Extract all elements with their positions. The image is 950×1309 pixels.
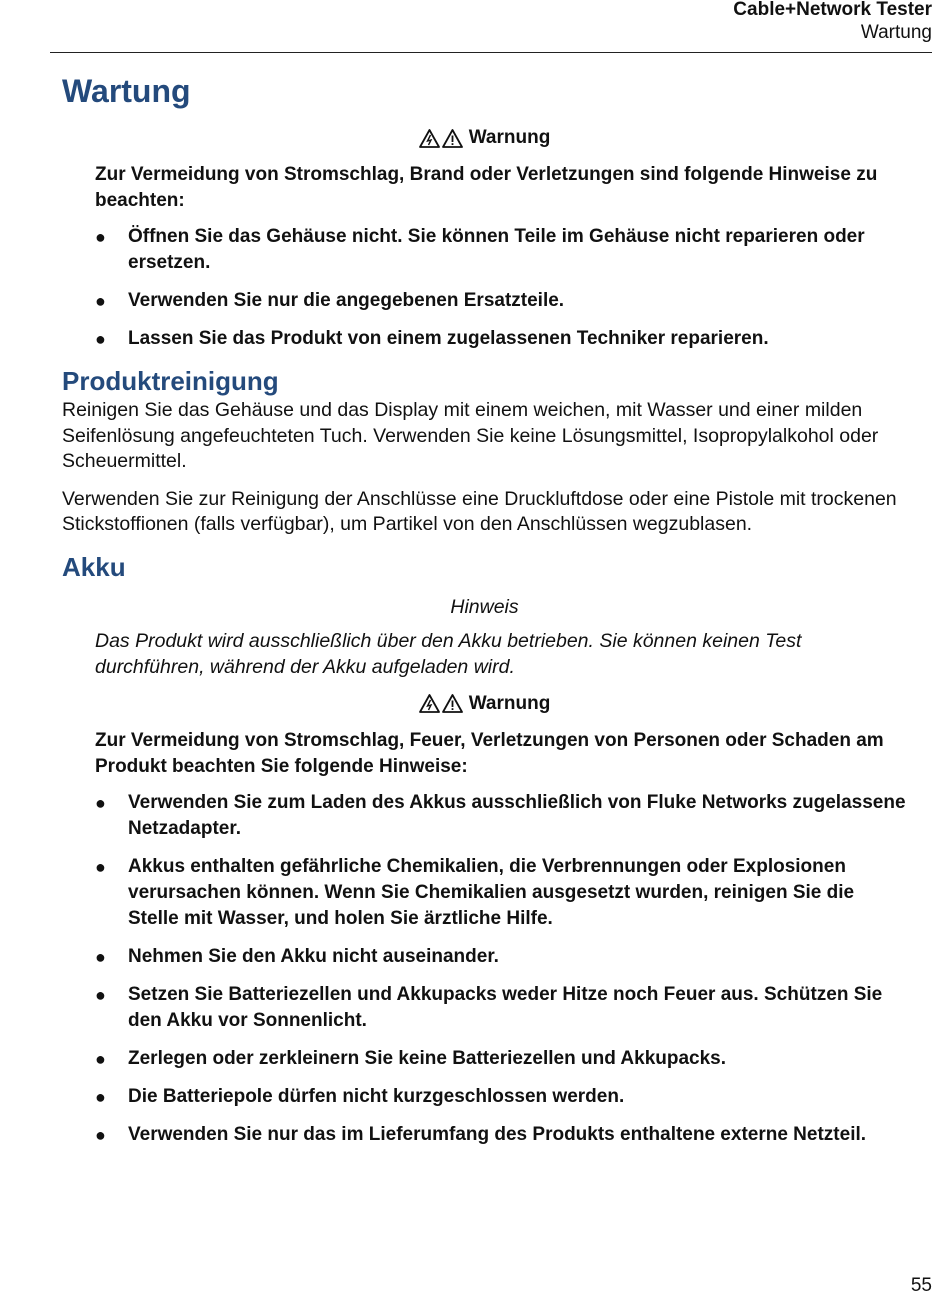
warning-item-text: Verwenden Sie nur die angegebenen Ersatzteile.: [128, 290, 565, 311]
warning-item-text: Lassen Sie das Produkt von einem zugelassenen Techniker reparieren.: [128, 328, 769, 349]
note-title: Hinweis: [450, 595, 519, 618]
bullet: ●: [95, 984, 106, 1005]
warning-list-item: [95, 944, 907, 970]
warning-list-item: [95, 1122, 907, 1148]
bullet: ●: [95, 329, 106, 349]
warning-item-text: Die Batteriepole dürfen nicht kurzgeschlossen werden.: [128, 1085, 625, 1107]
body-paragraph: Reinigen Sie das Gehäuse und das Display mit einem weichen, mit Wasser und einer milden Seifenlösung angefeuchteten Tuch. Verwenden Sie keine Lösungsmittel, Isopropylalkohol oder Scheuermittel.: [62, 399, 879, 472]
warning-lead-text: Zur Vermeidung von Stromschlag, Brand oder Verletzungen sind folgende Hinweise zu beachten:: [95, 164, 878, 211]
warning-label: Warnung: [468, 692, 551, 714]
warning-item-text: Verwenden Sie zum Laden des Akkus ausschließlich von Fluke Networks zugelassene Netzadapter.: [128, 791, 906, 839]
electric-hazard-warning-icon: [419, 129, 440, 148]
page-content: [62, 68, 907, 1160]
warning-title-2: [62, 692, 907, 716]
warning-block-2: [95, 692, 907, 1148]
warning-item-text: Setzen Sie Batteriezellen und Akkupacks weder Hitze noch Feuer aus. Schützen Sie den Akku vor Sonnenlicht.: [128, 983, 883, 1031]
note-block: [95, 594, 907, 680]
warning-icons: [419, 129, 463, 148]
warning-list-item: [95, 1084, 907, 1110]
warning-list-item: [95, 326, 907, 352]
bullet: ●: [95, 1048, 106, 1069]
page-number: 55: [910, 1275, 932, 1296]
bullet: ●: [95, 792, 106, 813]
warning-list-item: [95, 288, 907, 314]
electric-hazard-warning-icon: [419, 694, 440, 713]
body-paragraph: Verwenden Sie zur Reinigung der Anschlüsse eine Druckluftdose oder eine Pistole mit trockenen Stickstoffionen (falls verfügbar), um Partikel von den Anschlüssen wegzublasen.: [62, 487, 897, 535]
bullet: ●: [95, 1124, 106, 1145]
warning-list-item: [95, 982, 907, 1034]
warning-item-text: Akkus enthalten gefährliche Chemikalien, die Verbrennungen oder Explosionen verursachen können. Wenn Sie Chemikalien ausgesetzt wurden, reinigen Sie die Stelle mit Wasser, und holen Sie ärztliche Hilfe.: [128, 855, 855, 929]
warning-title-1: [62, 126, 907, 150]
page-title: Wartung: [62, 73, 191, 109]
running-header: [733, 0, 932, 45]
bullet: ●: [95, 856, 106, 877]
warning-list-item: [95, 224, 907, 276]
general-warning-icon: [442, 129, 463, 148]
warning-item-text: Verwenden Sie nur das im Lieferumfang des Produkts enthaltene externe Netzteil.: [128, 1123, 867, 1145]
bullet: ●: [95, 946, 106, 967]
warning-icons: [419, 694, 463, 713]
warning-block-1: [95, 126, 907, 352]
section-title-battery: Akku: [62, 551, 126, 582]
warning-item-text: Zerlegen oder zerkleinern Sie keine Batteriezellen und Akkupacks.: [128, 1047, 727, 1069]
header-section-name: Wartung: [860, 22, 932, 43]
bullet: ●: [95, 291, 106, 311]
warning-item-text: Nehmen Sie den Akku nicht auseinander.: [128, 945, 499, 967]
general-warning-icon: [442, 694, 463, 713]
bullet: ●: [95, 1086, 106, 1107]
header-divider: [50, 52, 932, 53]
warning-lead-text: Zur Vermeidung von Stromschlag, Feuer, Verletzungen von Personen oder Schaden am Produkt beachten Sie folgende Hinweise:: [95, 729, 884, 777]
warning-list-item: [95, 854, 907, 932]
warning-list-item: [95, 790, 907, 842]
warning-list-1: [95, 224, 907, 352]
warning-list-2: [95, 790, 907, 1148]
section-title-cleaning: Produktreinigung: [62, 366, 279, 396]
header-product-name: Cable+Network Tester: [733, 0, 932, 20]
warning-list-item: [95, 1046, 907, 1072]
warning-label: Warnung: [468, 127, 551, 148]
note-text: Das Produkt wird ausschließlich über den Akku betrieben. Sie können keinen Test durchführen, während der Akku aufgeladen wird.: [95, 629, 802, 678]
bullet: ●: [95, 227, 106, 247]
warning-item-text: Öffnen Sie das Gehäuse nicht. Sie können Teile im Gehäuse nicht reparieren oder ersetzen.: [128, 226, 865, 273]
